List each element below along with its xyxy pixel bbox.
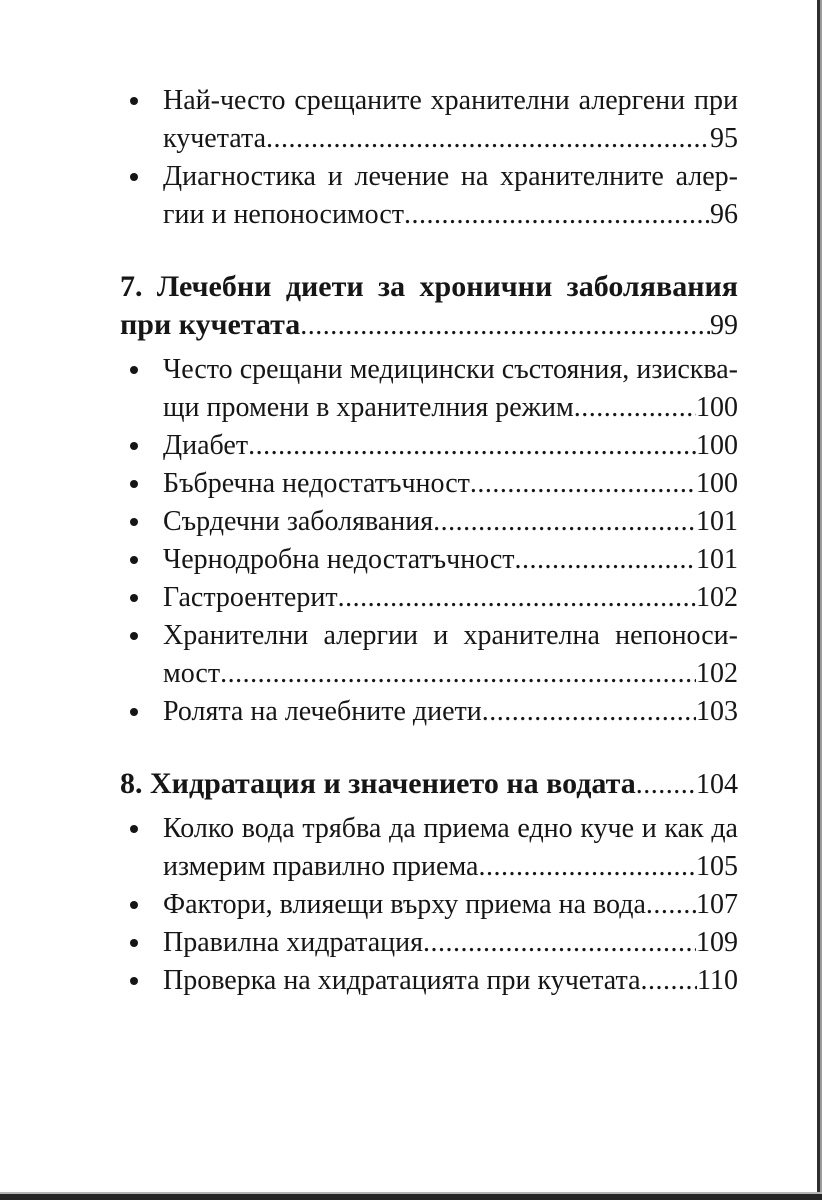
bullet-icon bbox=[130, 825, 138, 833]
dot-leader bbox=[300, 307, 710, 345]
dot-leader bbox=[641, 962, 698, 1000]
bullet-icon bbox=[130, 366, 138, 374]
toc-entry-text: Диагностика и лечение на хранителните алер- bbox=[163, 161, 738, 192]
toc-entry-text: Бъбречна недостатъчност bbox=[163, 468, 470, 499]
bullet-icon bbox=[130, 556, 138, 564]
toc-entry-text: Ролята на лечебните диети bbox=[163, 696, 482, 727]
toc-entry bbox=[122, 617, 738, 693]
toc-entry-text: Най-често срещаните хранителни алергени при bbox=[163, 85, 738, 116]
toc-entry bbox=[122, 693, 738, 731]
dot-leader bbox=[338, 579, 696, 617]
bullet-icon bbox=[130, 442, 138, 450]
toc-entry bbox=[122, 158, 738, 234]
toc-page-number: 103 bbox=[696, 696, 738, 727]
bullet-icon bbox=[130, 480, 138, 488]
toc-entry bbox=[122, 579, 738, 617]
dot-leader bbox=[423, 924, 696, 962]
toc-page-number: 100 bbox=[696, 430, 738, 461]
bullet-icon bbox=[130, 173, 138, 181]
toc-page-number: 102 bbox=[696, 582, 738, 613]
toc-entry bbox=[122, 810, 738, 886]
toc-entry bbox=[122, 427, 738, 465]
toc-entry-text: Правилна хидратация bbox=[163, 927, 424, 958]
dot-leader bbox=[574, 389, 696, 427]
toc-entry bbox=[122, 82, 738, 158]
toc-entry-text: Диабет bbox=[163, 430, 249, 461]
toc-page-number: 110 bbox=[697, 965, 738, 996]
toc-page-number: 109 bbox=[696, 927, 738, 958]
bullet-icon bbox=[130, 939, 138, 947]
dot-leader bbox=[636, 766, 696, 804]
bullet-icon bbox=[130, 594, 138, 602]
toc-page-number: 95 bbox=[710, 123, 738, 154]
dot-leader bbox=[482, 693, 696, 731]
dot-leader bbox=[220, 655, 696, 693]
toc-entry bbox=[122, 351, 738, 427]
toc-page-number: 101 bbox=[696, 544, 738, 575]
toc-entry bbox=[122, 503, 738, 541]
dot-leader bbox=[515, 541, 696, 579]
toc-page-number: 100 bbox=[696, 392, 738, 423]
toc-page-number: 104 bbox=[696, 769, 738, 800]
bullet-icon bbox=[130, 708, 138, 716]
toc-page-number: 102 bbox=[696, 658, 738, 689]
dot-leader bbox=[646, 886, 696, 924]
toc-entry-text: Гастроентерит bbox=[163, 582, 338, 613]
toc-entry bbox=[122, 465, 738, 503]
bullet-icon bbox=[130, 632, 138, 640]
dot-leader bbox=[404, 196, 710, 234]
toc-page-number: 101 bbox=[696, 506, 738, 537]
toc-entry bbox=[122, 924, 738, 962]
toc-entry-text: Сърдечни заболявания bbox=[163, 506, 434, 537]
toc-chapter-title: 8. Хидратация и значението на водата bbox=[120, 767, 636, 800]
toc-page-number: 99 bbox=[710, 310, 738, 341]
toc-entry bbox=[122, 541, 738, 579]
toc-entry-text: гии и непоносимост bbox=[163, 199, 405, 230]
toc-entry-text: Колко вода трябва да приема едно куче и как да bbox=[163, 813, 738, 844]
toc-entry-text: Фактори, влияещи върху приема на вода bbox=[163, 889, 646, 920]
bullet-icon bbox=[130, 518, 138, 526]
toc-page-number: 105 bbox=[696, 851, 738, 882]
toc-chapter-heading bbox=[120, 765, 738, 804]
dot-leader bbox=[478, 848, 696, 886]
toc-chapter-title: при кучетата bbox=[120, 308, 301, 341]
dot-leader bbox=[470, 465, 696, 503]
dot-leader bbox=[433, 503, 696, 541]
toc-entry-text: Чернодробна недостатъчност bbox=[163, 544, 515, 575]
table-of-contents bbox=[122, 82, 738, 1000]
scan-edge-bottom bbox=[0, 1192, 822, 1200]
dot-leader bbox=[266, 120, 710, 158]
dot-leader bbox=[248, 427, 696, 465]
toc-page-number: 107 bbox=[696, 889, 738, 920]
toc-entry-text: Хранителни алергии и хранителна непоноси- bbox=[163, 620, 738, 651]
toc-entry bbox=[122, 962, 738, 1000]
toc-entry-text: кучетата bbox=[163, 123, 267, 154]
bullet-icon bbox=[130, 97, 138, 105]
bullet-icon bbox=[130, 977, 138, 985]
toc-entry-text: Често срещани медицински състояния, изисква- bbox=[163, 354, 738, 385]
bullet-icon bbox=[130, 901, 138, 909]
toc-entry-text: мост bbox=[163, 658, 221, 689]
toc-entry bbox=[122, 886, 738, 924]
toc-entry-text: измерим правилно приема bbox=[163, 851, 479, 882]
toc-entry-text: щи промени в хранителния режим bbox=[163, 392, 574, 423]
toc-page-number: 96 bbox=[710, 199, 738, 230]
toc-entry-text: Проверка на хидратацията при кучетата bbox=[163, 965, 641, 996]
toc-page-number: 100 bbox=[696, 468, 738, 499]
toc-chapter-title: 7. Лечебни диети за хронични заболявания bbox=[120, 270, 738, 303]
toc-chapter-heading bbox=[120, 268, 738, 345]
